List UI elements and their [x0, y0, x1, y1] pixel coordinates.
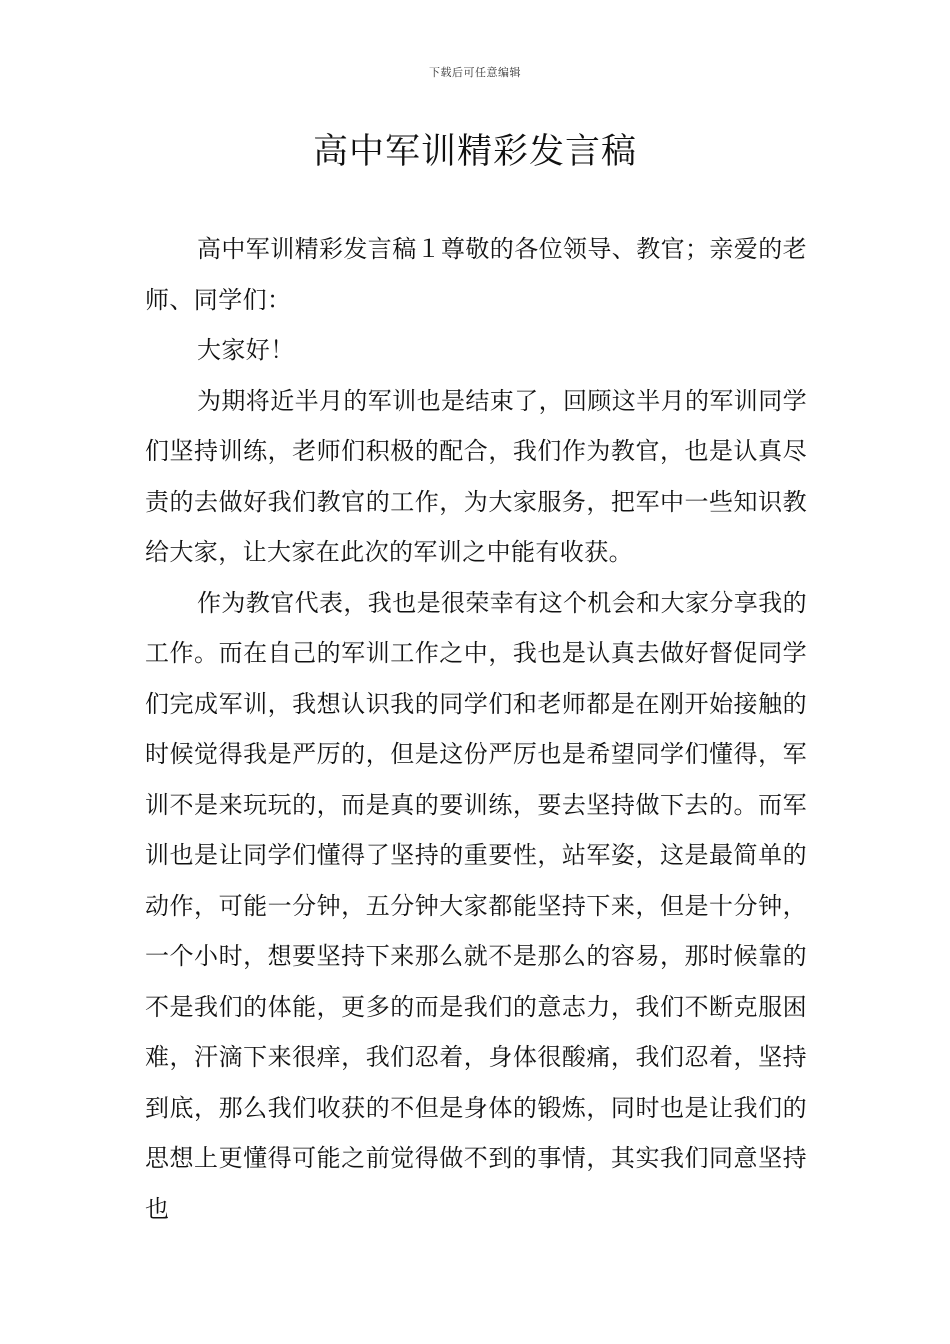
document-body [145, 224, 807, 1234]
paragraph-hello: 大家好！ [197, 336, 295, 364]
header-note: 下载后可任意编辑 [429, 66, 521, 79]
paragraph-sharing: 作为教官代表，我也是很荣幸有这个机会和大家分享我的工作。而在自己的军训工作之中，我也是认真去做好督促同学们完成军训，我想认识我的同学们和老师都是在刚开始接触的时候觉得我是严厉的，但是这份严厉也是希望同学们懂得，军训不是来玩玩的，而是真的要训练，要去坚持做下去的。而军训也是让同学们懂得了坚持的重要性，站军姿，这是最简单的动作，可能一分钟，五分钟大家都能坚持下来，但是十分钟，一个小时，想要坚持下来那么就不是那么的容易，那时候靠的不是我们的体能，更多的而是我们的意志力，我们不断克服困难，汗滴下来很痒，我们忍着，身体很酸痛，我们忍着，坚持到底，那么我们收获的不但是身体的锻炼，同时也是让我们的思想上更懂得可能之前觉得做不到的事情，其实我们同意坚持也 [145, 588, 807, 1223]
paragraph-greeting: 高中军训精彩发言稿１尊敬的各位领导、教官；亲爱的老师、同学们： [145, 235, 807, 314]
document-title: 高中军训精彩发言稿 [312, 132, 637, 172]
paragraph-review: 为期将近半月的军训也是结束了，回顾这半月的军训同学们坚持训练，老师们积极的配合，我们作为教官，也是认真尽责的去做好我们教官的工作，为大家服务，把军中一些知识教给大家，让大家在此次的军训之中能有收获。 [145, 386, 807, 566]
